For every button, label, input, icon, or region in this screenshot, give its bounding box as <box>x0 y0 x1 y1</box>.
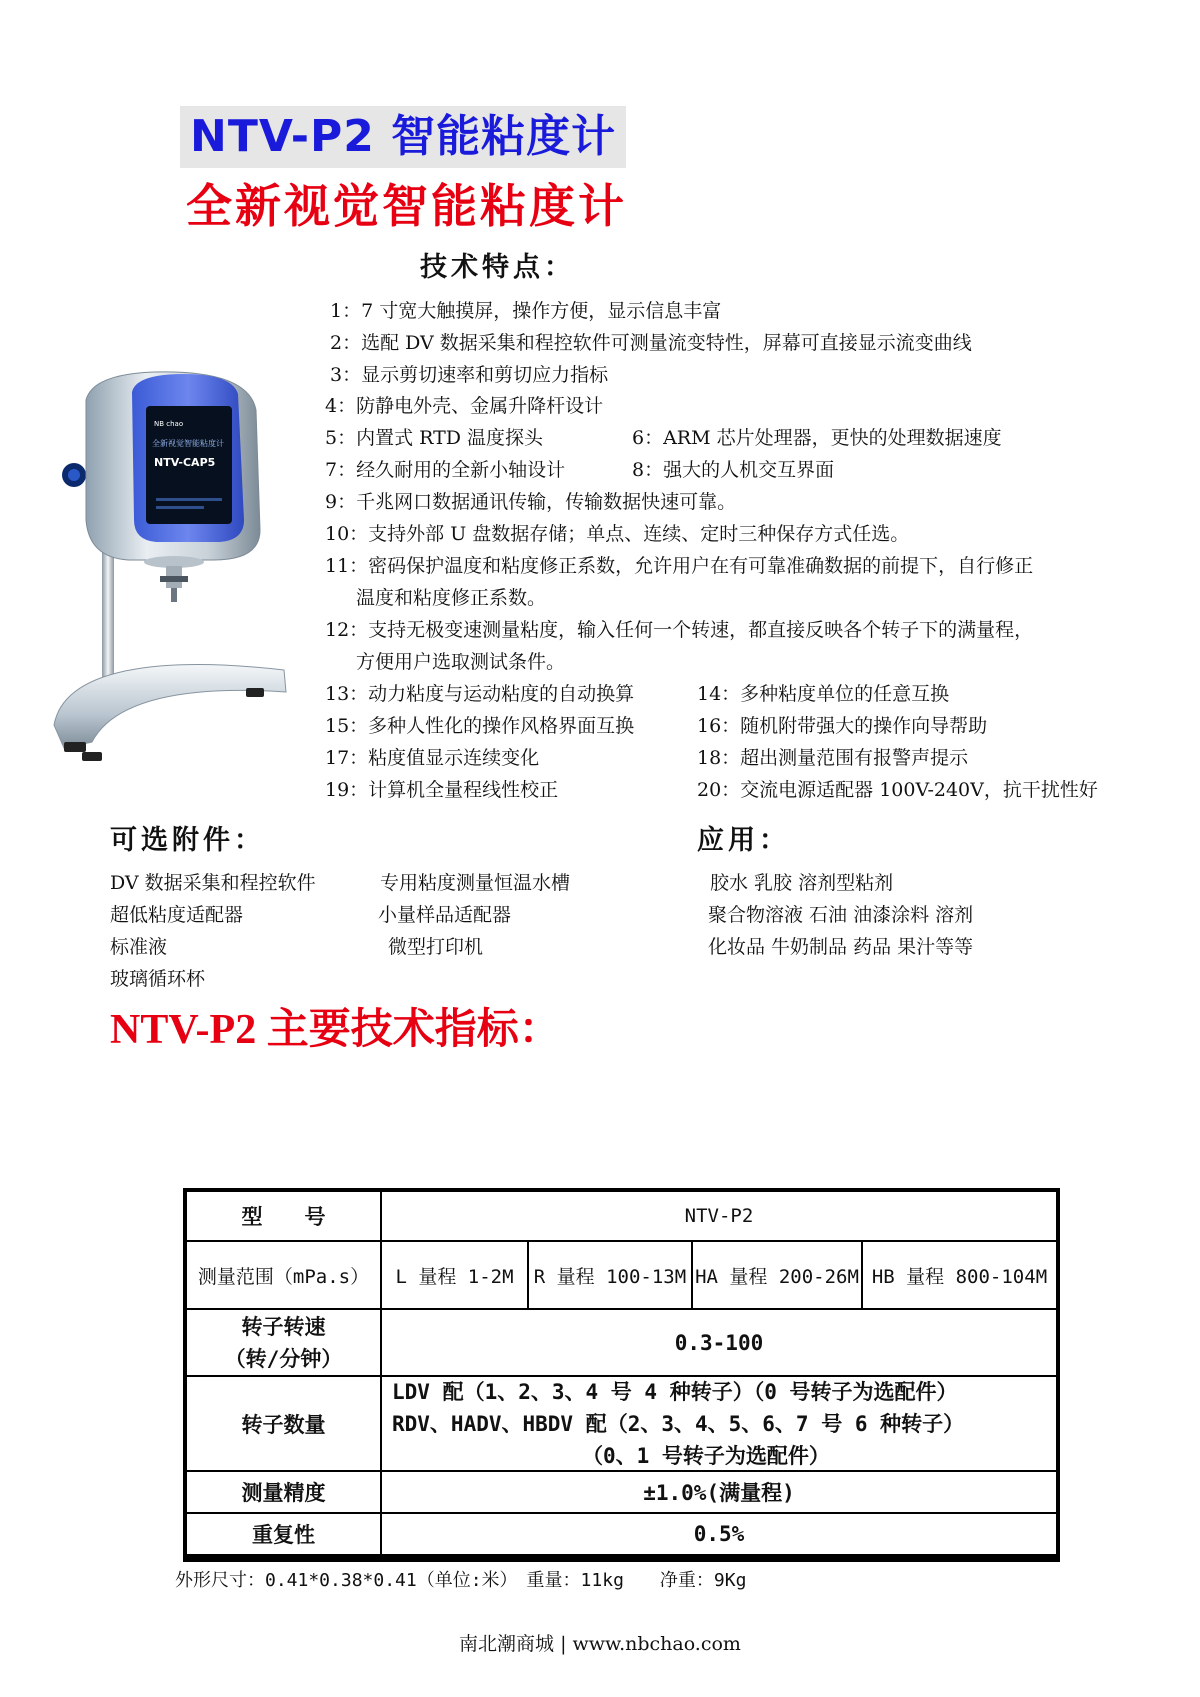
accessories-heading: 可选附件： <box>110 825 265 856</box>
spindle-line-3: （0、1 号转子为选配件） <box>582 1443 830 1468</box>
device-logo: NB chao <box>154 420 184 428</box>
accessory-item: 专用粘度测量恒温水槽 <box>380 872 571 894</box>
feature-item: 3：显示剪切速率和剪切应力指标 <box>330 364 609 386</box>
accuracy-label: 测量精度 <box>186 1471 381 1513</box>
feature-item: 方便用户选取测试条件。 <box>356 651 566 673</box>
speed-label <box>186 1309 381 1376</box>
feature-item: 17：粘度值显示连续变化 <box>325 747 540 769</box>
feature-item: 18：超出测量范围有报警声提示 <box>697 747 969 769</box>
spindle-label: 转子数量 <box>186 1376 381 1471</box>
feature-item: 5：内置式 RTD 温度探头 <box>325 427 544 449</box>
application-line: 聚合物溶液 石油 油漆涂料 溶剂 <box>708 904 974 926</box>
range-label: 测量范围（mPa.s） <box>186 1241 381 1309</box>
feature-item: 4：防静电外壳、金属升降杆设计 <box>325 395 604 417</box>
feature-item: 7：经久耐用的全新小轴设计 <box>325 459 566 481</box>
dimensions-line: 外形尺寸：0.41*0.38*0.41（单位:米） 重量：11kg 净重：9Kg <box>175 1570 747 1591</box>
feature-item: 12：支持无极变速测量粘度，输入任何一个转速，都直接反映各个转子下的满量程， <box>325 619 1034 641</box>
repeat-label: 重复性 <box>186 1513 381 1555</box>
accuracy-value: ±1.0%(满量程) <box>381 1471 1057 1513</box>
spindle-line-1: LDV 配（1、2、3、4 号 4 种转子）（0 号转子为选配件） <box>392 1379 958 1404</box>
accessory-item: 超低粘度适配器 <box>110 904 244 926</box>
model-label: 型 号 <box>186 1191 381 1241</box>
feature-item: 16：随机附带强大的操作向导帮助 <box>697 715 988 737</box>
spindle-line-2: RDV、HADV、HBDV 配（2、3、4、5、6、7 号 6 种转子） <box>392 1411 965 1436</box>
range-hb: HB 量程 800-104M <box>862 1241 1057 1309</box>
feature-item: 13：动力粘度与运动粘度的自动换算 <box>325 683 635 705</box>
range-r: R 量程 100-13M <box>528 1241 692 1309</box>
accessory-item: 微型打印机 <box>388 936 484 958</box>
application-line: 化妆品 牛奶制品 药品 果汁等等 <box>708 936 974 958</box>
feature-item: 1：7 寸宽大触摸屏，操作方便，显示信息丰富 <box>330 300 722 322</box>
range-l: L 量程 1-2M <box>381 1241 528 1309</box>
accessory-item: 标准液 <box>110 936 168 958</box>
feature-item: 9：千兆网口数据通讯传输，传输数据快速可靠。 <box>325 491 737 513</box>
repeat-value: 0.5% <box>381 1513 1057 1555</box>
speed-label-line1: 转子转速 <box>241 1314 326 1339</box>
product-title: NTV-P2 智能粘度计 <box>180 106 626 168</box>
spec-table <box>183 1188 1060 1558</box>
feature-item: 20：交流电源适配器 100V-240V，抗干扰性好 <box>697 779 1098 801</box>
feature-item: 10：支持外部 U 盘数据存储；单点、连续、定时三种保存方式任选。 <box>325 523 910 545</box>
model-value: NTV-P2 <box>381 1191 1057 1241</box>
page-subtitle: 全新视觉智能粘度计 <box>186 179 627 233</box>
feature-item: 19：计算机全量程线性校正 <box>325 779 559 801</box>
product-image <box>34 370 304 765</box>
speed-label-line2: （转/分钟） <box>224 1346 343 1371</box>
footer-brand: 南北潮商城 | www.nbchao.com <box>459 1633 741 1655</box>
features-heading: 技术特点： <box>420 252 575 283</box>
accessory-item: 玻璃循环杯 <box>110 968 206 990</box>
speed-value: 0.3-100 <box>381 1309 1057 1376</box>
applications-heading: 应用： <box>697 825 790 856</box>
accessory-item: DV 数据采集和程控软件 <box>110 872 316 894</box>
feature-item: 11：密码保护温度和粘度修正系数，允许用户在有可靠准确数据的前提下，自行修正 <box>325 555 1034 577</box>
feature-item: 6：ARM 芯片处理器，更快的处理数据速度 <box>632 427 1002 449</box>
feature-item: 15：多种人性化的操作风格界面互换 <box>325 715 635 737</box>
accessory-item: 小量样品适配器 <box>378 904 512 926</box>
feature-item: 2：选配 DV 数据采集和程控软件可测量流变特性，屏幕可直接显示流变曲线 <box>330 332 972 354</box>
feature-item: 温度和粘度修正系数。 <box>356 587 547 609</box>
device-screen-title: 全新视觉智能粘度计 <box>152 439 224 448</box>
device-screen-model: NTV-CAP5 <box>154 456 216 469</box>
feature-item: 14：多种粘度单位的任意互换 <box>697 683 950 705</box>
application-line: 胶水 乳胶 溶剂型粘剂 <box>710 872 894 894</box>
feature-item: 8：强大的人机交互界面 <box>632 459 835 481</box>
spindle-value <box>381 1376 1057 1471</box>
table-shadow <box>183 1558 1060 1562</box>
spec-heading: NTV-P2 主要技术指标： <box>110 1007 561 1053</box>
range-ha: HA 量程 200-26M <box>692 1241 862 1309</box>
